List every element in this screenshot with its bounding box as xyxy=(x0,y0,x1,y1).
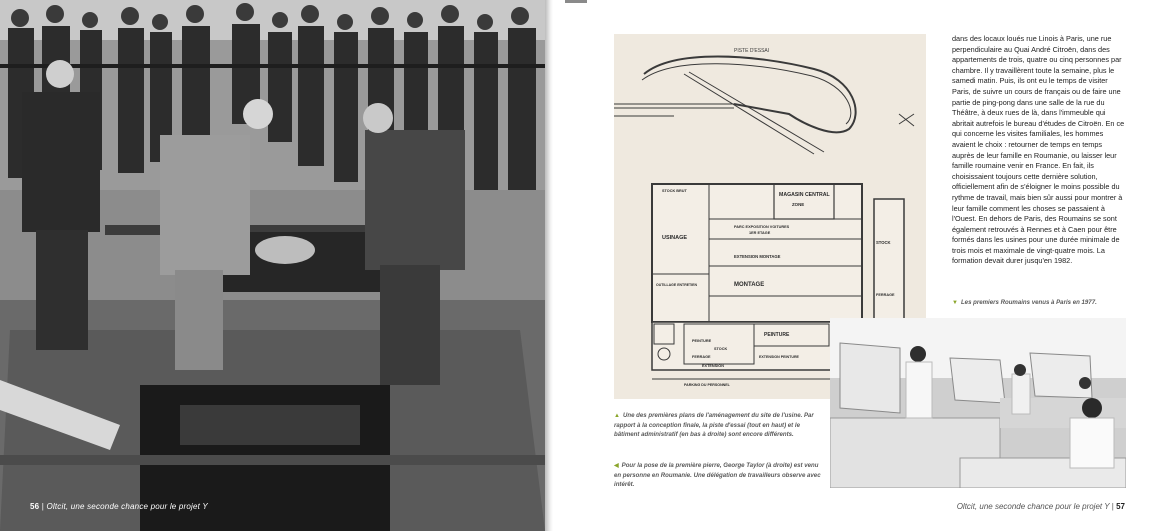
plan-label-outillage: OUTILLAGE ENTRETIEN xyxy=(656,283,698,287)
right-running-title: Oltcit, une seconde chance pour le projet Y xyxy=(956,502,1110,511)
plan-label-peinture-small: PEINTURE xyxy=(692,339,712,343)
romanians-paris-photo xyxy=(830,318,1126,488)
caption-plans xyxy=(614,411,824,439)
plan-label-parking: PARKING DU PERSONNEL xyxy=(684,383,730,387)
plan-label-stock-brut: STOCK BRUT xyxy=(662,189,687,193)
plan-label-ferrage-right: FERRAGE xyxy=(876,293,895,297)
plan-label-ferrage: FERRAGE xyxy=(692,355,711,359)
caption-foundation-stone xyxy=(614,461,824,489)
caption-stone-text: Pour la pose de la première pierre, George Taylor (à droite) est venu en personne en Roumanie. Une délégation de travailleurs observe avec intérêt. xyxy=(614,462,821,488)
left-page-folio xyxy=(30,502,208,511)
caption-plans-text: Une des premières plans de l'aménagement du site de l'usine. Par rapport à la conception finale, la piste d'essai (tout en haut) et le bâtiment administratif (en bas à droite) sont encore différents. xyxy=(614,412,814,438)
plan-label-extension: EXTENSION xyxy=(702,364,724,368)
plan-label-parc: PARC EXPOSITION VOITURES xyxy=(734,225,790,229)
plan-label-extension-montage: EXTENSION MONTAGE xyxy=(734,254,781,259)
right-page-number: 57 xyxy=(1116,502,1125,511)
plan-label-extension-peinture: EXTENSION PEINTURE xyxy=(759,355,799,359)
chapter-tab-mark xyxy=(565,0,587,3)
plan-label-usinage: USINAGE xyxy=(662,235,688,241)
left-running-title: Oltcit, une seconde chance pour le projet Y xyxy=(46,502,208,511)
drafting-office-photo xyxy=(830,318,1126,488)
book-gutter xyxy=(545,0,553,531)
left-folio-separator: | xyxy=(41,502,45,511)
plan-label-peinture: PEINTURE xyxy=(764,332,790,338)
plan-label-stock: STOCK xyxy=(876,240,891,245)
caption-romanians xyxy=(952,298,1126,308)
left-page-photo xyxy=(0,0,545,531)
left-page-number: 56 xyxy=(30,502,40,511)
right-folio-separator: | xyxy=(1111,502,1114,511)
plan-label-etage: 1ER ETAGE xyxy=(749,231,771,235)
plan-label-zone: ZONE xyxy=(792,202,805,207)
plan-label-piste: PISTE D'ESSAI xyxy=(734,48,770,54)
plan-label-magasin-central: MAGASIN CENTRAL xyxy=(779,192,830,198)
caption-up-triangle-icon: ▲ xyxy=(614,413,620,419)
right-page-folio xyxy=(957,502,1125,511)
plan-label-stock-small: STOCK xyxy=(714,347,728,351)
plan-label-montage: MONTAGE xyxy=(734,282,765,288)
article-body-text: dans des locaux loués rue Linois à Paris, une rue perpendiculaire au Quai André Citroën, dans des appartements de trois, quatre ou cinq personnes par chambre. Il y travaillèrent toute la semaine, plus le samedi matin. Puis, ils ont eu le temps de visiter Paris, de suivre un cours de français ou de faire une partie de ping-pong dans une salle de la rue du Théâtre, à deux rues de là, dans l'immeuble qui abritait autrefois le bureau d'études de Citroën. En ce qui concerne les visites familiales, les hommes avaient le choix : retourner de temps en temps auprès de leur famille en Roumanie, ou laisser leur famille roumaine venir en France. En fait, ils choisissaient toujours cette dernière solution, officiellement afin de s'éloigner le moins possible du rythme de travail, mais bien sûr aussi pour montrer à leur famille comment les choses se passaient à l'Ouest. En dehors de Paris, des Roumains se sont également retrouvés à Rennes et à Caen pour être formés dans les usines pour une durée minimale de trois mois et maximale de vingt-quatre mois. La formation devait durer jusqu'en 1982. xyxy=(952,34,1125,266)
caption-left-triangle-icon: ◀ xyxy=(614,463,619,469)
caption-romanians-text: Les premiers Roumains venus à Paris en 1977. xyxy=(960,299,1097,306)
caption-down-triangle-icon: ▼ xyxy=(952,300,958,306)
foundation-stone-photo xyxy=(0,0,545,531)
